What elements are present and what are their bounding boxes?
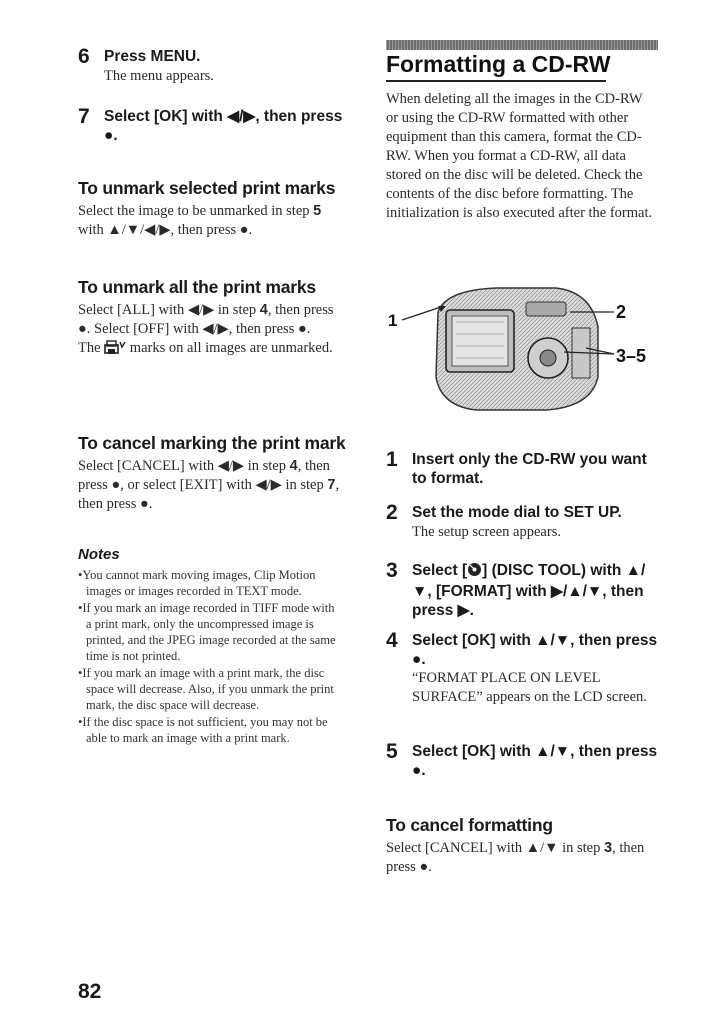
step-number: 1: [386, 448, 398, 471]
format-step-3: [386, 561, 658, 620]
cancel-formatting-section: [386, 815, 658, 877]
section-heading: To cancel formatting: [386, 815, 553, 835]
camera-figure: [386, 282, 658, 412]
section-body: Select [ALL] with ◀/▶ in step 4, then press ●. Select [OFF] with ◀/▶, then press ●. The marks on all images are unmarked.: [78, 301, 346, 361]
step-6: [78, 47, 346, 86]
step-heading: Press MENU.: [104, 48, 201, 65]
section-heading: To unmark selected print marks: [78, 178, 336, 198]
center-button-icon: ●: [140, 496, 149, 512]
center-button-icon: ●: [419, 859, 429, 875]
section-body: Select [CANCEL] with ▲/▼ in step 3, then press ●.: [386, 840, 645, 875]
note-item: • If you mark an image with a print mark, the disc space will decrease. Also, if you unmark the print mark, the disc space will decrease.: [78, 665, 338, 713]
section-heading: To cancel marking the print mark: [78, 433, 346, 453]
step-number: 4: [386, 629, 398, 652]
notes-heading: Notes: [78, 546, 120, 563]
arrow-icon: ◀/▶: [217, 458, 245, 474]
center-button-icon: ●: [239, 222, 249, 238]
step-number: 2: [386, 501, 398, 524]
step-heading: Set the mode dial to SET UP.: [412, 504, 622, 521]
format-step-4: [386, 631, 658, 707]
center-button-icon: ●: [104, 127, 114, 144]
step-body: “FORMAT PLACE ON LEVEL SURFACE” appears on the LCD screen.: [412, 670, 647, 705]
step-heading: Insert only the CD-RW you want to format.: [412, 451, 647, 487]
print-mark-icon: [104, 340, 126, 361]
format-step-2: [386, 503, 658, 542]
note-item: • If the disc space is not sufficient, you may not be able to mark an image with a print mark.: [78, 714, 338, 746]
step-number: 5: [386, 740, 398, 763]
step-heading: Select [OK] with ◀/▶, then press ●.: [104, 108, 343, 144]
center-button-icon: ●: [111, 477, 121, 493]
step-body: The setup screen appears.: [412, 524, 561, 540]
step-heading: Select [OK] with ▲/▼, then press ●.: [412, 632, 658, 668]
step-heading: Select [ ] (DISC TOOL) with ▲/▼, [FORMAT] with ▶/▲/▼, then press ▶.: [412, 562, 646, 619]
arrow-icon: ◀/▶: [187, 302, 215, 318]
section-body: Select [CANCEL] with ◀/▶ in step 4, then press ●, or select [EXIT] with ◀/▶ in step 7, then press ●.: [78, 458, 340, 512]
banner-bar: [386, 40, 658, 50]
page-number: 82: [78, 980, 102, 1003]
figure-label-1: 1: [388, 311, 398, 330]
unmark-selected-section: [78, 178, 346, 240]
step-number: 6: [78, 45, 90, 68]
section-body: Select the image to be unmarked in step 5 with ▲/▼/◀/▶, then press ●.: [78, 203, 322, 238]
figure-label-2: 2: [616, 302, 627, 322]
arrow-icon: ▲/▼: [525, 840, 559, 856]
format-step-5: [386, 742, 658, 780]
unmark-all-section: [78, 277, 346, 361]
disc-tool-icon: [467, 562, 482, 582]
arrow-icon: ▲/▼/◀/▶: [107, 222, 171, 238]
cancel-marking-section: [78, 433, 346, 514]
step-body: The menu appears.: [104, 68, 214, 84]
note-item: • You cannot mark moving images, Clip Motion images or images recorded in TEXT mode.: [78, 567, 338, 599]
section-heading: To unmark all the print marks: [78, 277, 316, 297]
title-banner: [386, 40, 658, 82]
notes-section: [78, 546, 338, 747]
notes-list: [78, 567, 338, 746]
camera-illustration: [386, 282, 658, 412]
arrow-icon: ◀/▶: [227, 108, 256, 125]
step-7: [78, 107, 346, 145]
center-button-icon: ●: [78, 321, 87, 337]
arrow-icon: ◀/▶: [202, 321, 229, 337]
title-rule: [386, 80, 606, 82]
step-number: 7: [78, 105, 90, 128]
intro-text: When deleting all the images in the CD-RW or using the CD-RW formatted with other equipment than this camera, format the CD-RW. When you format a CD-RW, all data stored on the disc will be deleted. Check the contents of the disc before formatting. The initialization is also executed after the format.: [386, 91, 653, 221]
figure-label-3-5: 3–5: [616, 346, 647, 366]
note-item: • If you mark an image recorded in TIFF mode with a print mark, only the uncompressed image is printed, and the JPEG image recorded at the same time is not printed.: [78, 600, 338, 664]
format-step-1: [386, 450, 658, 488]
step-number: 3: [386, 559, 398, 582]
step-heading: Select [OK] with ▲/▼, then press ●.: [412, 743, 658, 779]
page-title: Formatting a CD-RW: [386, 51, 611, 77]
center-button-icon: ●: [297, 321, 307, 337]
arrow-icon: ◀/▶: [255, 477, 282, 493]
